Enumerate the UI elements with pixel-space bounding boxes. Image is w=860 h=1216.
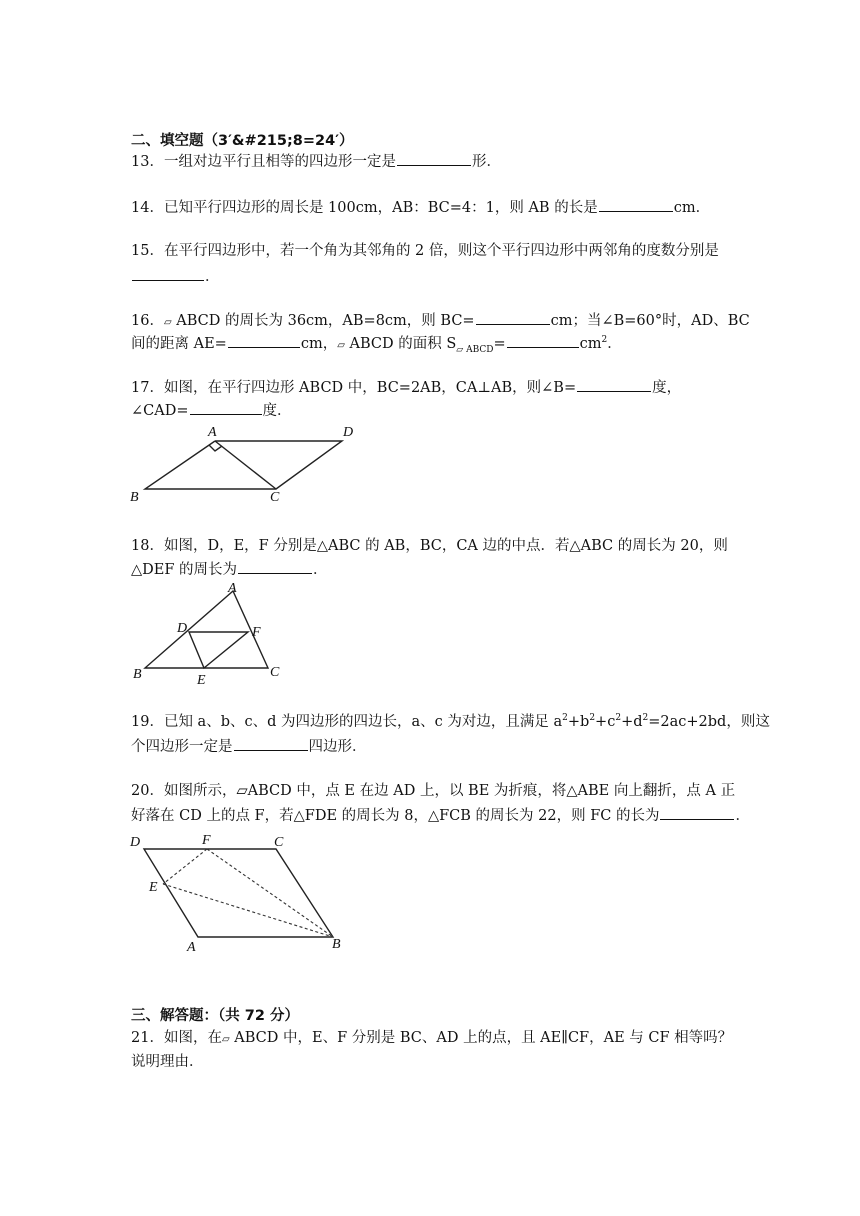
q19-text: 19．已知 a、b、c、d 为四边形的四边长，a、c 为对边，且满足 a: [131, 714, 563, 730]
q16-unit: cm: [579, 336, 602, 352]
question-18-line2: [131, 559, 328, 580]
parallelogram-symbol: ▱: [337, 340, 345, 351]
parallelogram-abcd: [144, 849, 333, 937]
q20-text-2: 好落在 CD 上的点 F，若△FDE 的周长为 8，△FCB 的周长为 22，则 FC 的长为: [131, 808, 660, 824]
answer-blank[interactable]: [132, 266, 204, 281]
question-21-line2: [131, 1052, 204, 1072]
parallelogram-symbol: ▱: [221, 1034, 230, 1045]
q16-text: ABCD 的周长为 36cm，AB=8cm，则 BC=: [171, 313, 475, 329]
question-19-line2: [131, 736, 367, 757]
answer-blank[interactable]: [238, 559, 312, 574]
figure-q20-fold: [125, 828, 355, 956]
q19-text-3: 四边形．: [308, 739, 367, 755]
answer-blank[interactable]: [234, 736, 308, 751]
exponent: 2: [589, 713, 596, 724]
answer-blank[interactable]: [476, 310, 550, 325]
fold-line-eb: [163, 884, 333, 937]
label-B: B: [133, 667, 142, 682]
label-E: E: [197, 673, 206, 688]
label-A: A: [187, 940, 196, 955]
label-A: A: [208, 425, 217, 440]
parallelogram-symbol: ▱: [163, 317, 172, 328]
question-16-line2: [131, 333, 622, 356]
triangle-def: [189, 632, 248, 668]
question-20-line2: [131, 805, 750, 826]
question-21: [131, 1028, 732, 1050]
label-B: B: [130, 490, 139, 505]
q16-text-4: cm，: [300, 336, 338, 352]
label-F: F: [252, 625, 261, 640]
q18-text-2: △DEF 的周长为: [131, 562, 238, 578]
q16-end: ．: [607, 336, 622, 352]
q15-text: 15．在平行四边形中，若一个角为其邻角的 2 倍，则这个平行四边形中两邻角的度数分别是: [131, 243, 719, 259]
answer-blank[interactable]: [228, 333, 300, 348]
q21-text-3: 说明理由．: [131, 1054, 204, 1070]
q17-text: 17．如图，在平行四边形 ABCD 中，BC=2AB，CA⊥AB，则∠B=: [131, 380, 577, 396]
figure-q18-triangle: [125, 578, 295, 688]
question-17-line2: [131, 400, 292, 421]
label-D: D: [177, 621, 188, 636]
exponent: 2: [562, 713, 568, 724]
q21-text: 21．如图，在: [131, 1030, 222, 1046]
q19-text-d: +d: [621, 714, 643, 730]
area-subscript: ▱ ABCD: [456, 344, 494, 355]
question-17: [131, 377, 681, 398]
label-C: C: [270, 665, 280, 680]
label-C: C: [270, 490, 280, 505]
label-E: E: [149, 880, 158, 895]
answer-blank[interactable]: [397, 151, 471, 166]
question-20: [131, 781, 735, 801]
q16-number: 16．: [131, 313, 164, 329]
label-D: D: [130, 835, 141, 850]
question-16: [131, 310, 750, 333]
q13-text: 13．一组对边平行且相等的四边形一定是: [131, 154, 396, 170]
answer-blank[interactable]: [190, 400, 262, 415]
q19-text-b: +b: [567, 714, 590, 730]
question-14: [131, 197, 710, 218]
q17-text-4: 度．: [262, 403, 292, 419]
fold-line-ef: [163, 849, 207, 884]
question-15: [131, 241, 719, 261]
q21-text-2: ABCD 中，E、F 分别是 BC、AD 上的点，且 AE∥CF，AE 与 CF 相等吗？: [229, 1030, 733, 1046]
answer-blank[interactable]: [599, 197, 673, 212]
question-18: [131, 536, 728, 556]
q18-text-3: ．: [313, 562, 328, 578]
q18-text: 18．如图，D，E，F 分别是△ABC 的 AB，BC，CA 边的中点．若△ABC 的周长为 20，则: [131, 538, 728, 554]
label-B: B: [332, 937, 341, 952]
diagonal-ac: [215, 441, 276, 489]
q19-text-2: 个四边形一定是: [131, 739, 233, 755]
exponent: 2: [615, 713, 622, 724]
question-19: [131, 712, 770, 732]
q16-text-3: 间的距离 AE=: [131, 336, 227, 352]
q20-text-3: ．: [735, 808, 750, 824]
parallelogram-outline: [145, 441, 342, 489]
section-heading: 二、填空题（3′&#215;8=24′）: [131, 133, 354, 149]
label-D: D: [343, 425, 354, 440]
label-F: F: [202, 833, 211, 848]
question-15-line2: [131, 266, 220, 287]
q13-text-end: 形．: [471, 154, 501, 170]
right-angle-mark: [209, 445, 222, 451]
answer-blank[interactable]: [507, 333, 579, 348]
q17-text-2: 度，: [652, 380, 682, 396]
question-13: [131, 151, 501, 172]
unit-exponent: 2: [601, 335, 608, 346]
exponent: 2: [642, 713, 649, 724]
answer-blank[interactable]: [660, 805, 734, 820]
q19-text-e: =2ac+2bd，则这: [648, 714, 770, 730]
figure-q17-parallelogram: [125, 422, 365, 512]
q16-equals: =: [493, 336, 506, 352]
triangle-abc: [145, 591, 268, 668]
q15-text-end: ．: [205, 269, 220, 285]
q14-text-end: cm．: [673, 200, 711, 216]
q14-text: 14．已知平行四边形的周长是 100cm，AB：BC=4：1，则 AB 的长是: [131, 200, 598, 216]
label-A: A: [228, 581, 237, 596]
q17-text-3: ∠CAD=: [131, 403, 189, 419]
q20-text: 20．如图所示，▱ABCD 中，点 E 在边 AD 上，以 BE 为折痕，将△ABE 向上翻折，点 A 正: [131, 783, 736, 799]
fold-line-fb: [207, 849, 333, 937]
q19-text-c: +c: [595, 714, 616, 730]
q16-text-2: cm；当∠B=60°时，AD、BC: [550, 313, 750, 329]
answer-blank[interactable]: [577, 377, 651, 392]
label-C: C: [274, 835, 284, 850]
section-heading: 三、解答题：（共 72 分）: [131, 1008, 300, 1024]
q16-text-5: ABCD 的面积 S: [344, 336, 457, 352]
